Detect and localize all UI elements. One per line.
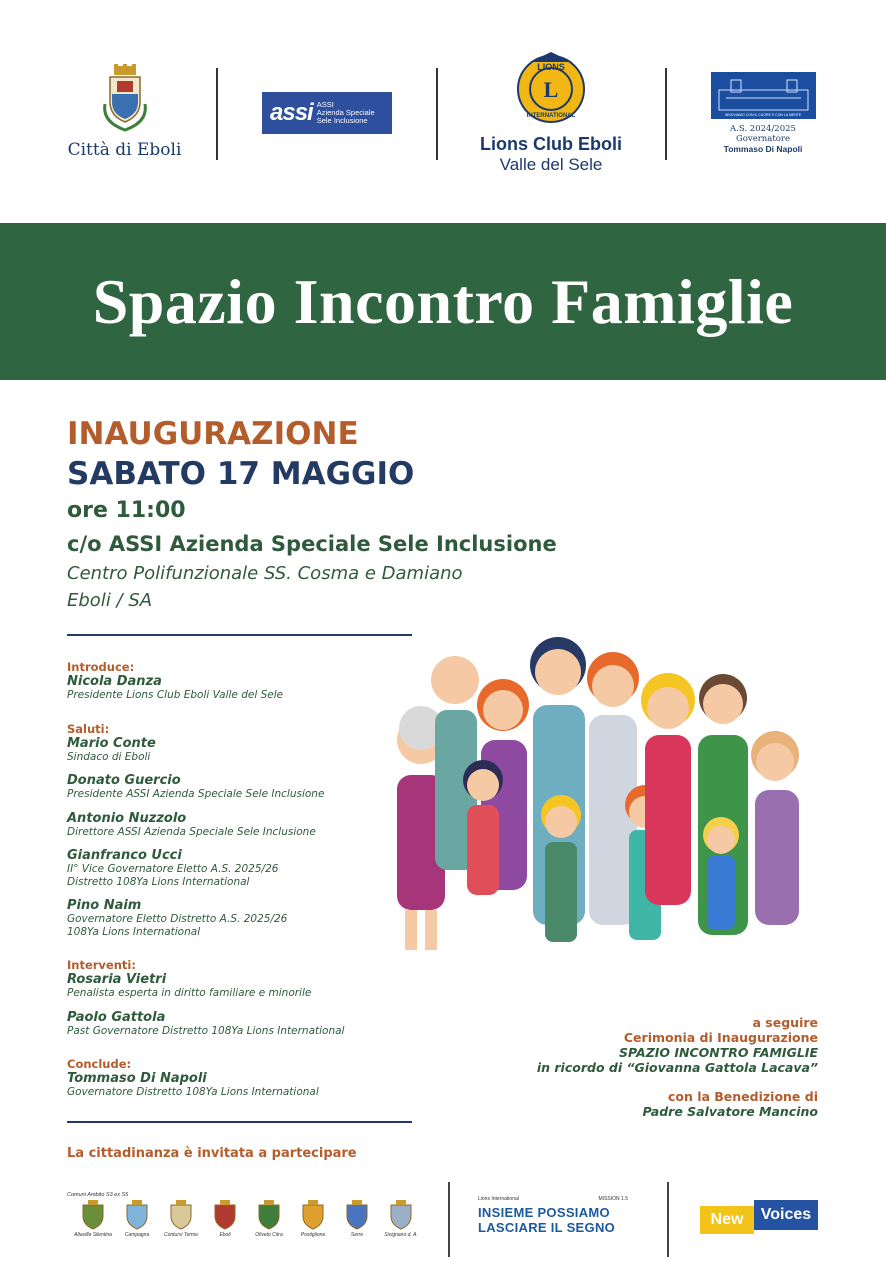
section-label: Saluti: [67,721,110,736]
municipality-crest: Campagna [116,1200,158,1250]
boy-cap-figure [541,795,581,942]
governor-title: Governatore [736,134,790,144]
svg-text:INNOVIAMO CON IL CUORE E CON L: INNOVIAMO CON IL CUORE E CON LA MENTE [724,113,801,117]
speaker-name: Pino Naim [67,898,142,913]
municipality-crest: Eboli [204,1200,246,1250]
programme-introduce [67,660,427,702]
assi-logo [262,92,392,134]
governor-logo [708,72,818,154]
footer-divider [448,1182,450,1257]
lions-emblem-icon [516,50,586,128]
svg-text:LIONS: LIONS [537,62,565,72]
speaker-role: Presidente ASSI Azienda Speciale Sele Inclusione [67,788,325,800]
title-banner [0,223,886,380]
section-label: Conclude: [67,1057,132,1071]
ceremony-line: Cerimonia di Inaugurazione [623,1030,818,1045]
toddler-figure [703,817,739,930]
governor-banner-image [711,72,816,119]
ceremony-line: a seguire [752,1015,818,1030]
crest-icon [212,1200,238,1230]
new-voices-voices: Voices [754,1200,818,1230]
speaker-role: II° Vice Governatore Eletto A.S. 2025/26 [67,863,279,875]
header-logos [0,50,886,180]
crest-icon [256,1200,282,1230]
crest-icon [388,1200,414,1230]
event-venue: c/o ASSI Azienda Speciale Sele Inclusione [67,532,557,556]
event-time: ore 11:00 [67,498,186,523]
section-label: Introduce: [67,660,135,674]
crest-icon [124,1200,150,1230]
section-label: Interventi: [67,958,136,972]
grandmother-right-figure [751,731,799,925]
ceremony-line: con la Benedizione di [667,1089,818,1104]
crest-icon [168,1200,194,1230]
divider-line [67,634,412,636]
invitation-text: La cittadinanza è invitata a partecipare [67,1146,357,1161]
speaker-role: Direttore ASSI Azienda Speciale Sele Inclusione [67,825,316,838]
lions-club-subname: Valle del Sele [499,155,603,174]
assi-logo-text: ASSI Azienda Speciale Sele Inclusione [316,100,375,125]
family-illustration [383,630,823,975]
insieme-line2: LASCIARE IL SEGNO [478,1220,616,1235]
insieme-line1: INSIEME POSSIAMO [478,1205,610,1220]
svg-text:INTERNATIONAL: INTERNATIONAL [526,113,576,119]
crests-title: Comuni Ambito S3 ex S5 [67,1192,129,1198]
ceremony-line: Padre Salvatore Mancino [642,1104,818,1119]
crest-icon [300,1200,326,1230]
programme-saluti [67,722,427,764]
ceremony-info [488,1015,818,1119]
speaker-role: Governatore Eletto Distretto A.S. 2025/26 [67,913,288,925]
speaker-entry [67,848,427,888]
city-caption: Città di Eboli [67,140,182,160]
header-divider [216,68,218,160]
event-address-line1: Centro Polifunzionale SS. Cosma e Damiano [67,563,463,584]
insieme-possiamo-logo [478,1196,638,1235]
eboli-crest-icon [100,64,150,134]
speaker-name: Gianfranco Ucci [67,848,182,863]
municipality-crests [72,1200,422,1250]
assi-logo-mark: assi [270,99,313,126]
programme-conclude [67,1057,427,1099]
divider-line [67,1121,412,1123]
speaker-name: Antonio Nuzzolo [67,810,187,826]
speaker-name: Nicola Danza [67,674,162,689]
municipality-crest: Sicignano d. A. [380,1200,422,1250]
blonde-woman-figure [641,673,695,905]
municipality-crest: Altavilla Silentina [72,1200,114,1250]
speaker-entry [67,773,427,801]
new-voices-logo [700,1194,818,1244]
svg-text:L: L [543,77,559,102]
governor-year: A.S. 2024/2025 [730,124,796,134]
speaker-entry [67,811,427,839]
lions-club-logo [470,50,632,175]
speaker-role: 108Ya Lions International [67,925,201,938]
speaker-name: Rosaria Vietri [67,972,167,987]
speaker-entry [67,898,427,938]
crest-icon [80,1200,106,1230]
governor-name: Tommaso Di Napoli [723,144,803,154]
building-icon [711,72,816,119]
speaker-role: Past Governatore Distretto 108Ya Lions International [67,1024,345,1037]
ceremony-line: in ricordo di “Giovanna Gattola Lacava” [536,1060,818,1075]
speaker-name: Donato Guercio [67,773,181,788]
municipality-crest: Contursi Terme [160,1200,202,1250]
event-info [67,414,827,614]
speaker-name: Paolo Gattola [67,1009,166,1025]
girl-figure [463,760,503,895]
programme-interventi [67,958,427,1000]
municipality-crest: Oliveto Citra [248,1200,290,1250]
lions-club-name: Lions Club Eboli [480,134,622,154]
speaker-role: Governatore Distretto 108Ya Lions International [67,1086,319,1098]
insieme-small-labels: Lions International MISSION 1.5 [478,1196,628,1202]
new-voices-new: New [700,1206,754,1234]
crest-icon [344,1200,370,1230]
header-divider [665,68,667,160]
event-label: INAUGURAZIONE [67,416,359,452]
eboli-logo [62,64,187,160]
speaker-role: Distretto 108Ya Lions International [67,875,250,888]
speaker-role: Presidente Lions Club Eboli Valle del Sele [67,689,284,701]
speaker-role: Sindaco di Eboli [67,750,151,763]
speaker-name: Tommaso Di Napoli [67,1071,207,1086]
event-address-line2: Eboli / SA [67,590,153,611]
header-divider [436,68,438,160]
page-title: Spazio Incontro Famiglie [92,265,794,337]
programme [67,660,427,1109]
speaker-entry [67,1010,427,1038]
speaker-role: Penalista esperta in diritto familiare e minorile [67,987,312,999]
footer-divider [667,1182,669,1257]
event-date: SABATO 17 MAGGIO [67,456,415,492]
municipality-crest: Postiglione [292,1200,334,1250]
speaker-name: Mario Conte [67,735,156,751]
ceremony-line: SPAZIO INCONTRO FAMIGLIE [619,1045,818,1060]
municipality-crest: Serre [336,1200,378,1250]
